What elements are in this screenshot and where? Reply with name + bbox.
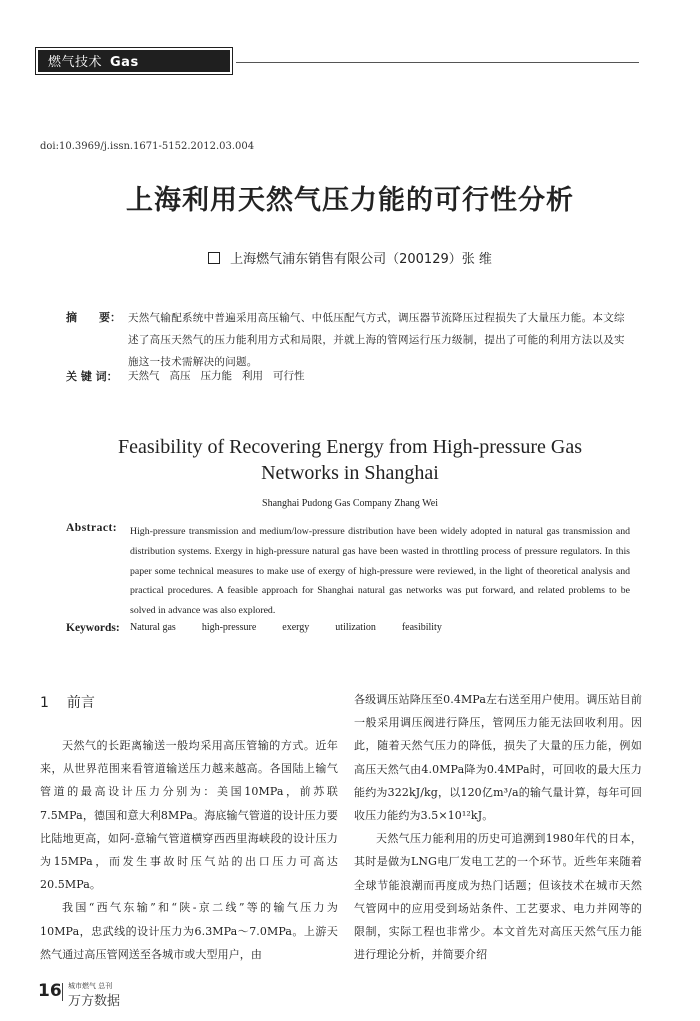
section-title: 前言 — [66, 695, 95, 711]
title-cn: 上海利用天然气压力能的可行性分析 — [126, 185, 574, 216]
paragraph: 天然气的长距离输送一般均采用高压管输的方式。近年来，从世界范围来看管道输送压力越来越高。各国陆上输气管道的最高设计压力分别为：美国10MPa，前苏联7.5MPa，德国和意大利8MPa。海底输气管道的设计压力要比陆地更高，如阿-意输气管道横穿西西里海峡段的设计压力为15MPa，而发生事故时压气站的出口压力可高达20.5MPa。 — [40, 739, 338, 892]
journal-mark: 城市燃气 总刊 — [68, 982, 113, 990]
title-en — [0, 434, 700, 486]
keyword-cn: 利用 — [242, 370, 263, 382]
keywords-en-label: Keywords: — [66, 622, 120, 634]
author-cn-text: 上海燃气浦东销售有限公司（200129）张 维 — [230, 252, 492, 267]
paragraph: 天然气压力能利用的历史可追溯到1980年代的日本，其时是做为LNG电厂发电工艺的一个环节。近些年来随着全球节能浪潮而再度成为热门话题；但该技术在城市天然气管网中的应用受到场站条件、工艺要求、电力并网等的限制，实际工程也非常少。本文首先对高压天然气压力能进行理论分析，并简要介绍 — [354, 832, 642, 962]
section-name-cn: 燃气技术 — [48, 55, 103, 70]
section-number: 1 — [40, 695, 49, 711]
keyword-en: Natural gas — [130, 622, 176, 633]
body-column-right — [354, 688, 642, 966]
section-name-en: Gas Technology — [48, 55, 139, 92]
publisher-mark: 万方数据 — [68, 994, 121, 1009]
keyword-en: utilization — [335, 622, 376, 633]
keyword-en: exergy — [282, 622, 310, 633]
title-en-text: Feasibility of Recovering Energy from High-pressure Gas Networks in Shanghai — [118, 436, 582, 484]
author-en: Shanghai Pudong Gas Company Zhang Wei — [262, 498, 438, 509]
keyword-cn: 可行性 — [273, 370, 305, 382]
abstract-en-label: Abstract: — [66, 522, 118, 534]
square-bullet-icon — [208, 252, 220, 264]
section-banner — [38, 50, 230, 92]
keyword-cn: 高压 — [169, 370, 191, 382]
abstract-cn-text: 天然气输配系统中普遍采用高压输气、中低压配气方式，调压器节流降压过程损失了大量压力能。本文综述了高压天然气的压力能利用方式和局限，并就上海的管网运行压力级制，提出了可能的利用方法以及实施这一技术需解决的问题。 — [128, 312, 625, 368]
abstract-en-text: High-pressure transmission and medium/low-pressure distribution have been widely adopted in natural gas transmission and distribution systems. Exergy in high-pressure natural gas have been wasted in throttling process of pressure regulators. In this paper some technical measures to make use of exergy of high-pressure were reviewed, in the light of theoretical analysis and practical procedures. A feasible approach for Shanghai natural gas networks was put forward, and related problems to be solved in advance was also explored. — [130, 526, 630, 617]
keyword-en: feasibility — [401, 622, 442, 633]
abstract-cn-label: 摘 要： — [66, 311, 121, 324]
doi[interactable]: doi:10.3969/j.issn.1671-5152.2012.03.004 — [40, 141, 255, 152]
keyword-cn: 压力能 — [200, 370, 232, 382]
keywords-en — [130, 622, 468, 633]
keyword-cn: 天然气 — [128, 370, 160, 382]
footer-divider — [62, 983, 63, 1001]
section-heading — [40, 692, 95, 712]
keyword-en: high-pressure — [201, 622, 257, 633]
header-rule — [236, 62, 639, 63]
keywords-cn-label: 关 键 词： — [66, 370, 118, 383]
paragraph: 各级调压站降压至0.4MPa左右送至用户使用。调压站目前一般采用调压阀进行降压，管网压力能无法回收利用。因此，随着天然气压力的降低，损失了大量的压力能，例如高压天然气由4.0MPa降为0.4MPa时，可回收的最大压力能约为322kJ/kg，以120亿m³/a的输气量计算，每年可回收压力能约为3.5×10¹²kJ。 — [354, 693, 642, 823]
footer-watermark — [68, 982, 120, 1009]
page-number: 16 — [38, 981, 62, 1001]
body-column-left — [40, 734, 338, 966]
paragraph: 我国“西气东输”和“陕-京二线”等的输气压力为10MPa，忠武线的设计压力为6.3MPa～7.0MPa。上游天然气通过高压管网送至各城市或大型用户，由 — [40, 901, 338, 961]
author-cn — [0, 248, 700, 267]
keywords-cn — [128, 366, 315, 386]
